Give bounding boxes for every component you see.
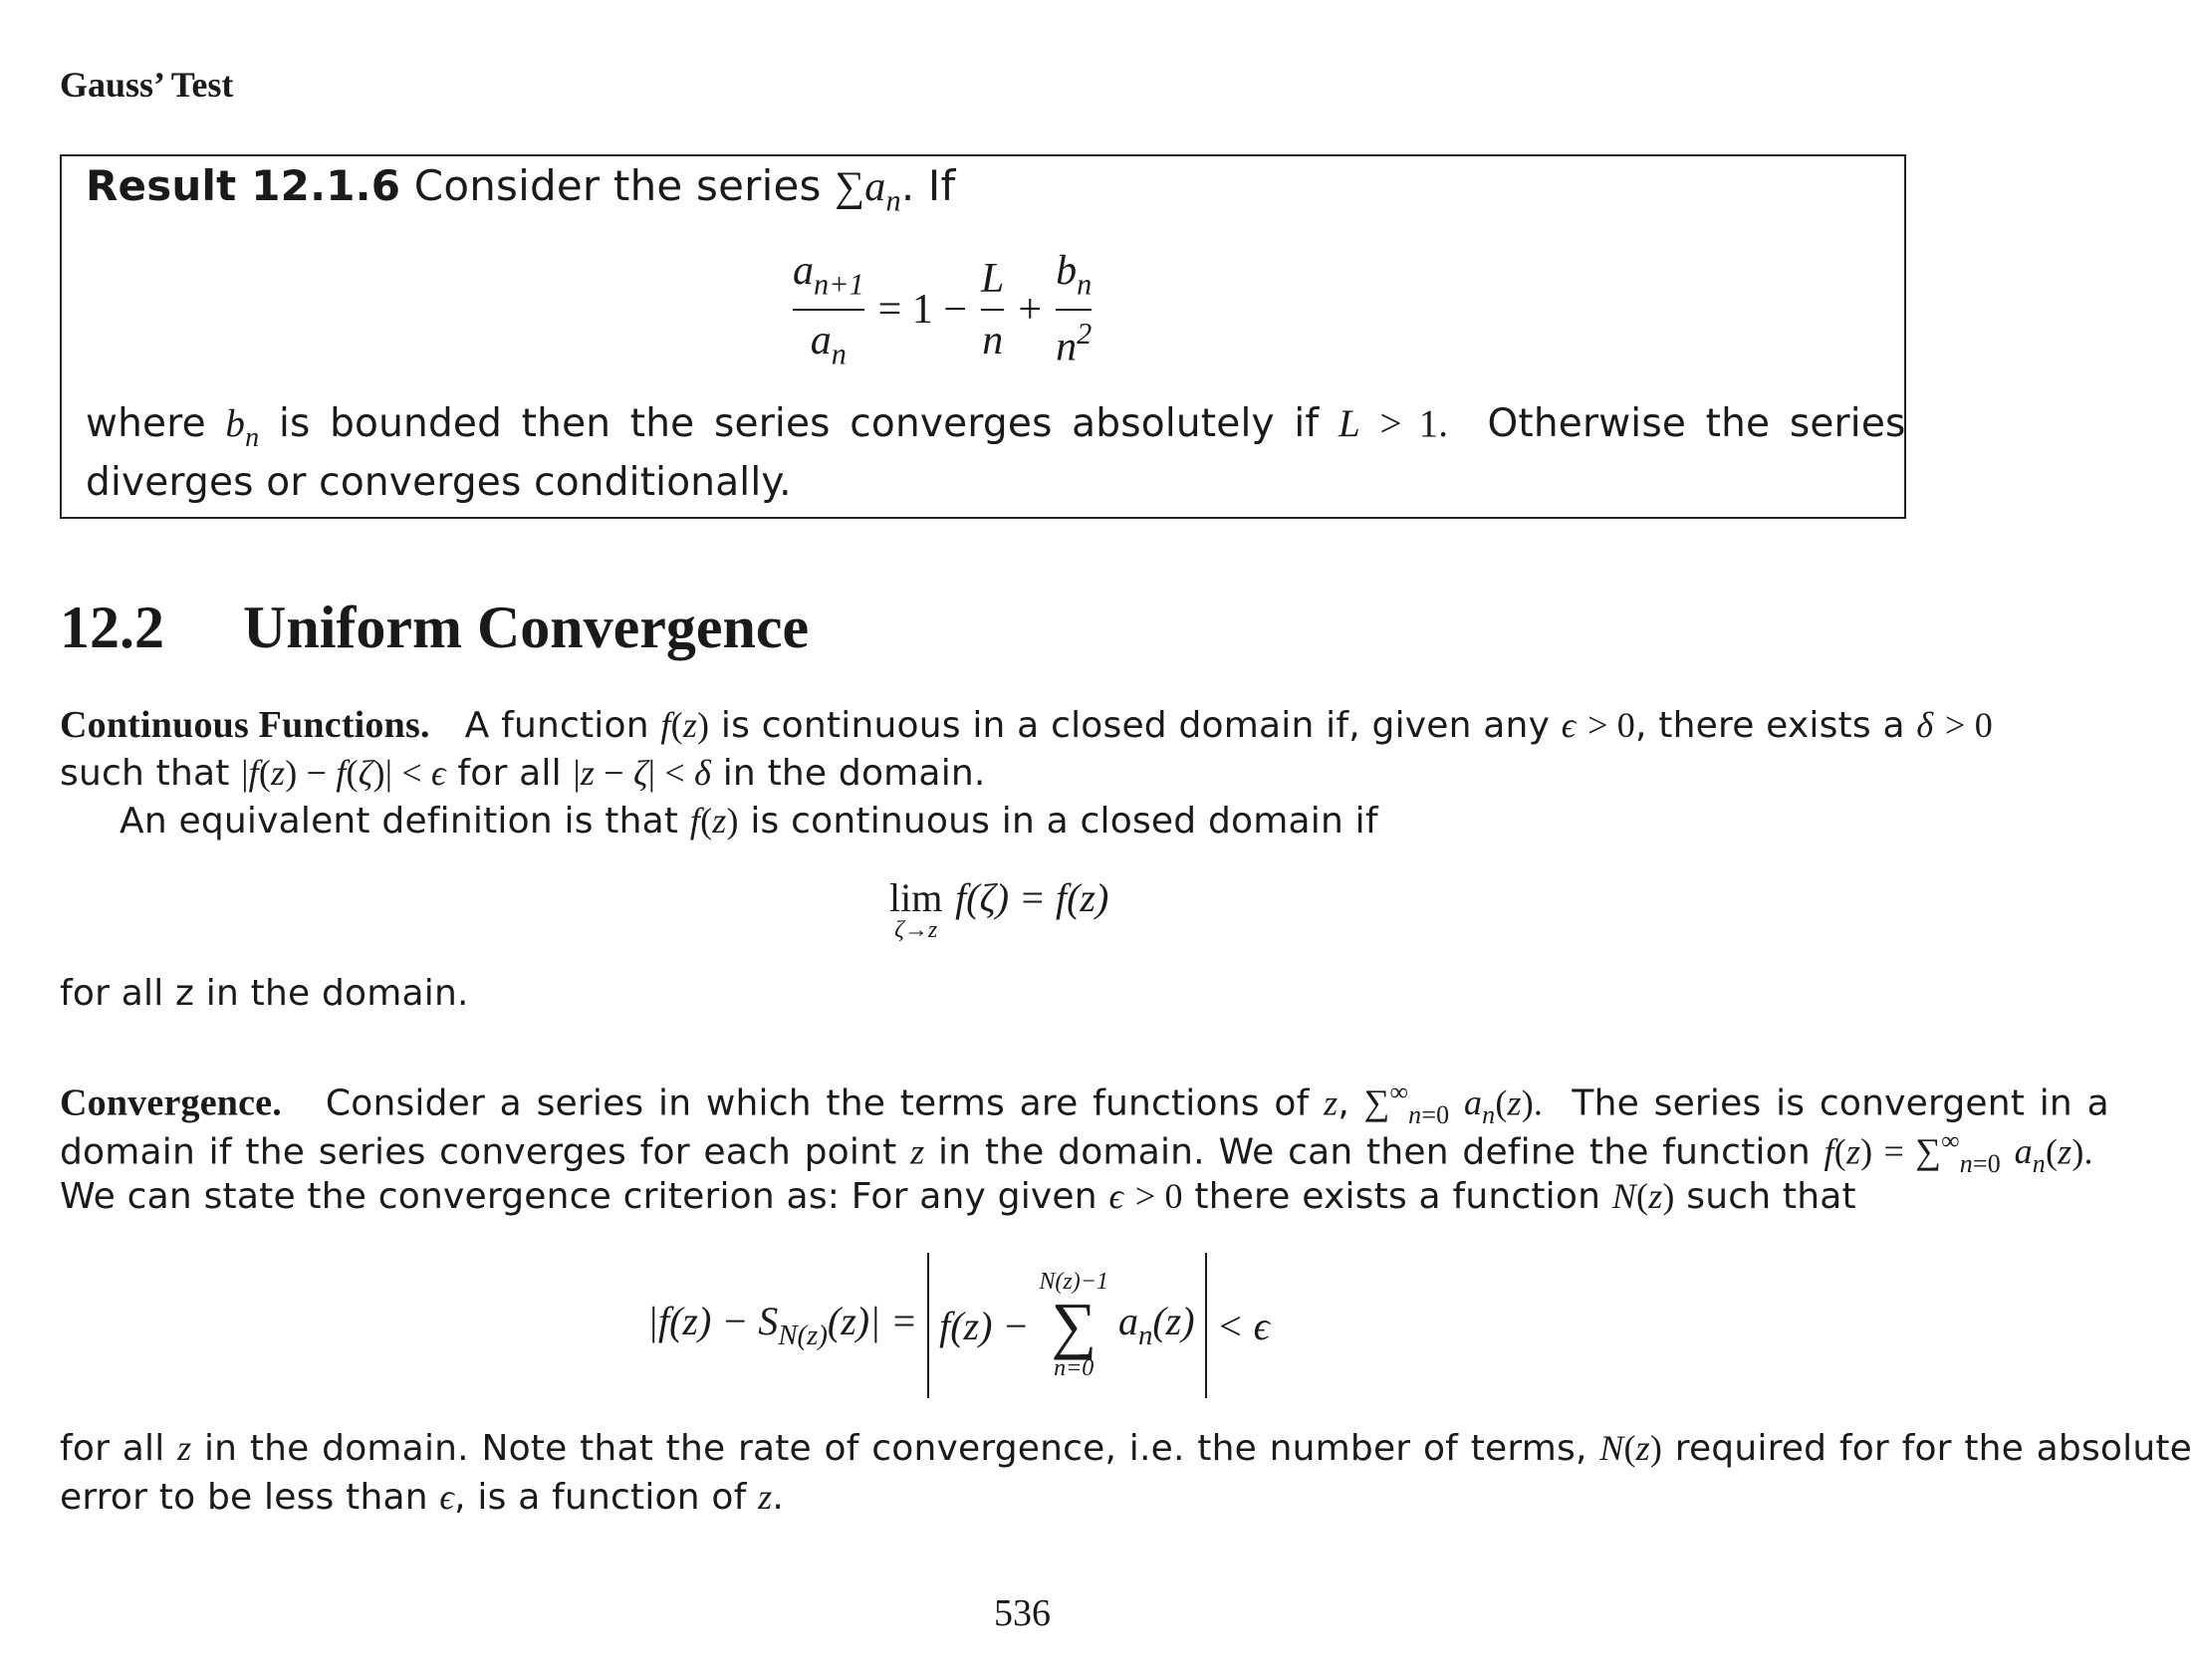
result-intro-line [86, 161, 956, 219]
summation: N(z)−1 ∑ n=0 [1039, 1269, 1108, 1381]
convergence-line-5: error to be less than ϵ, is a function of z. [60, 1477, 785, 1518]
lim-word: lim [889, 875, 943, 920]
formula-plus: + [1018, 286, 1043, 333]
running-head: Gauss’ Test [60, 65, 234, 105]
convergence-equation: $|f(z) - S_{N(z)}(z)|$ = f(z) − N(z)−1 ∑ n=0 $a_n(z)$ < ϵ [647, 1253, 1270, 1398]
convergence-heading: Convergence. [60, 1081, 282, 1124]
result-line-1: where $b_n$ is bounded then the series converges absolutely if L > 1. Otherwise the series [86, 401, 1906, 453]
section-number: 12.2 [60, 595, 164, 660]
series-term: $a_n$ [864, 164, 901, 218]
result-label: Result 12.1.6 [86, 161, 401, 210]
continuous-heading: Continuous Functions. [60, 704, 430, 746]
continuous-line-4: for all z in the domain. [60, 973, 469, 1014]
section-title: Uniform Convergence [243, 595, 810, 660]
section-heading [60, 594, 809, 662]
result-line-2: diverges or converges conditionally. [86, 460, 792, 505]
lim-subscript: ζ→z [894, 917, 938, 943]
lim-expression: f(ζ) = f(z) [955, 875, 1109, 920]
formula-equals: = 1 − [877, 286, 968, 333]
result-intro-end: . If [900, 161, 956, 210]
b-over-n2-fraction: $\frac{b_n}{n^2}$ [1056, 248, 1093, 370]
continuous-line-3: An equivalent definition is that f(z) is continuous in a closed domain if [120, 801, 1378, 841]
abs-bar-right [1205, 1253, 1207, 1398]
continuous-line-2: such that |f(z) − f(ζ)| < ϵ for all |z − ζ| < δ in the domain. [60, 753, 986, 794]
convergence-line-3: We can state the convergence criterion as: For any given ϵ > 0 there exists a function N(z) such that [60, 1176, 1856, 1217]
sum-symbol: ∑ [835, 164, 865, 210]
l-over-n-fraction: $\frac{L}{n}$ [981, 255, 1005, 363]
convergence-line-2: domain if the series converges for each point z in the domain. We can then define the function $f(z) = \sum^\infty_{n=0}$ $a_n(z)$. [60, 1126, 2093, 1179]
limit-equation [889, 874, 1108, 944]
convergence-line-4: for all z in the domain. Note that the rate of convergence, i.e. the number of terms, N(z) required for for the absolute [60, 1428, 2192, 1469]
page-number: 536 [994, 1592, 1051, 1634]
result-intro: Consider the series [413, 161, 822, 210]
abs-bar-left [927, 1253, 929, 1398]
gauss-formula [793, 247, 1092, 371]
continuous-line-1: Continuous Functions. A function f(z) is continuous in a closed domain if, given any ϵ > 0, there exists a δ > 0 [60, 704, 1993, 746]
convergence-line-1: Convergence. Consider a series in which the terms are functions of z, $\sum^\infty_{n=0}$ $a_n(z)$. The series is convergent in a [60, 1078, 2109, 1130]
ratio-fraction: $\frac{a_{n+1}}{a_n}$ [793, 248, 864, 371]
